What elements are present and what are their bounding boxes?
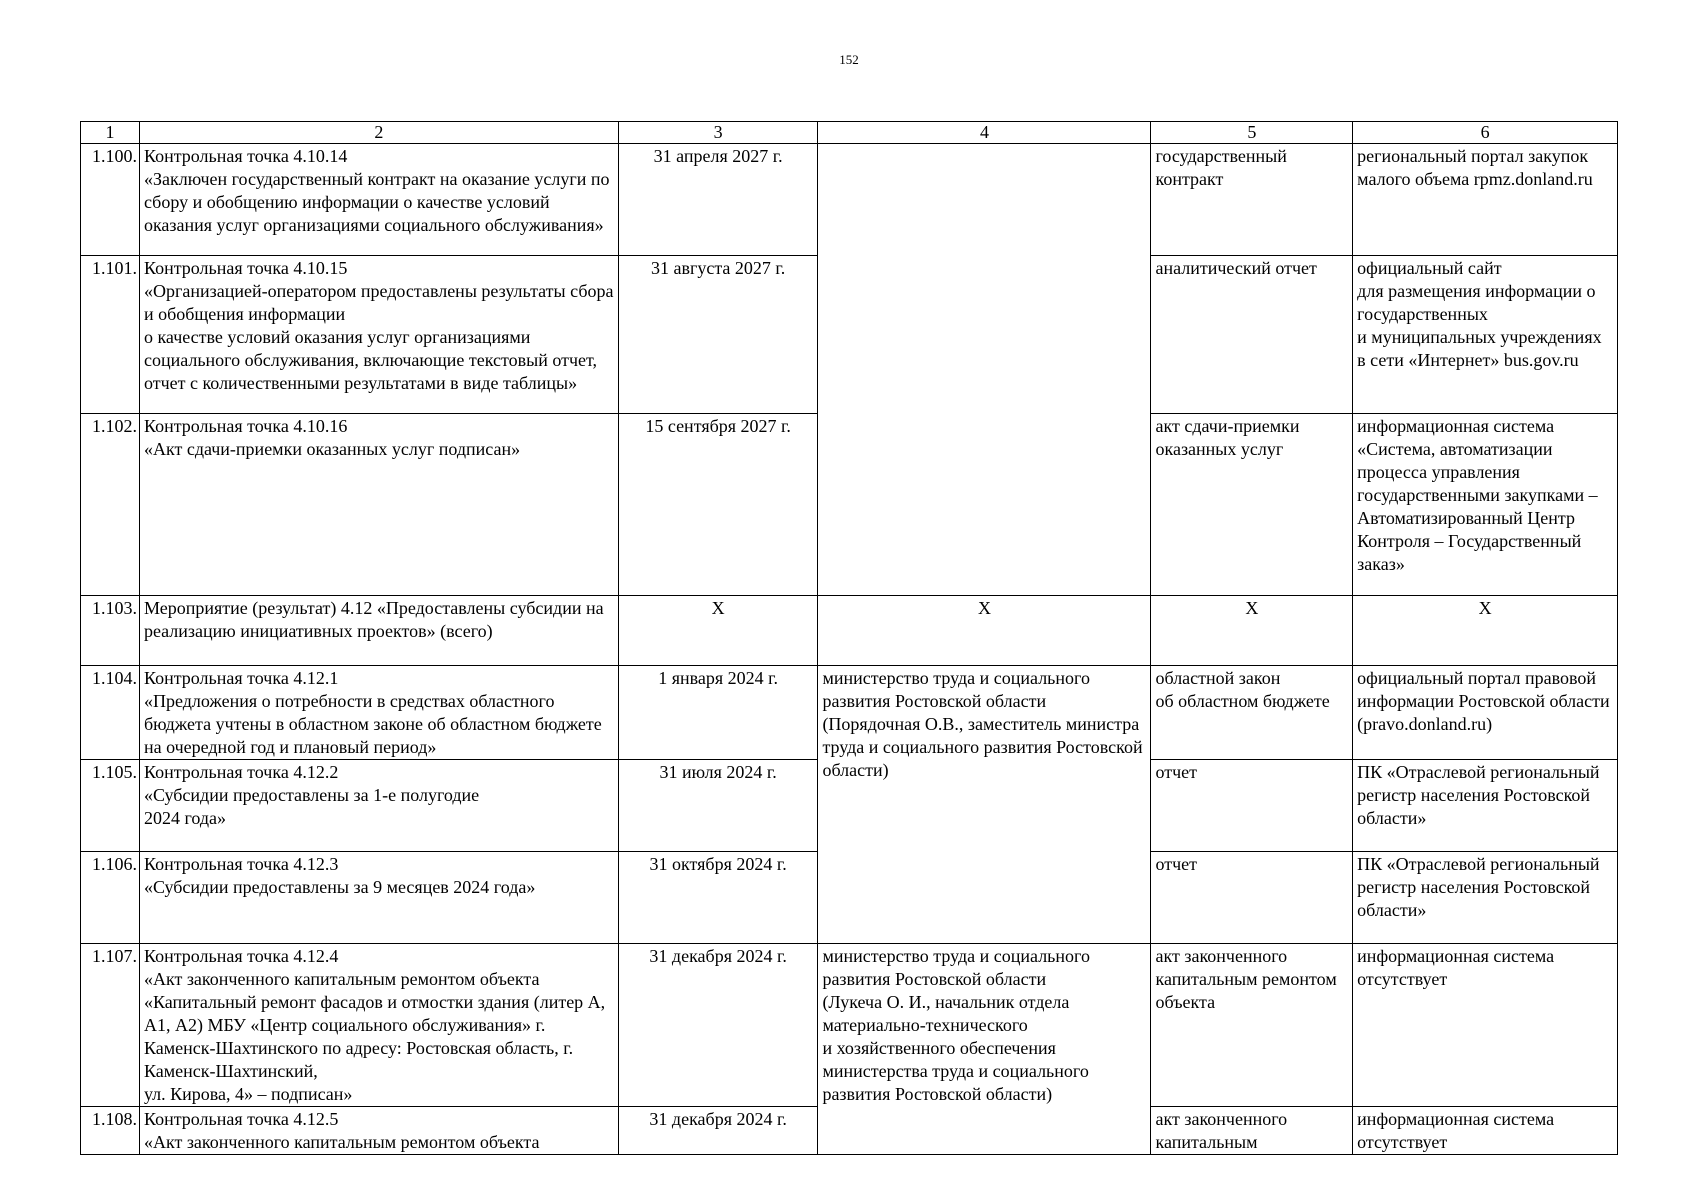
row-source: официальный сайт для размещения информации о государственных и муниципальных учреждениях в сети «Интернет» bus.gov.ru	[1353, 256, 1618, 414]
row-responsible: министерство труда и социального развития Ростовской области (Лукеча О. И., начальник отдела материально-технического и хозяйственного обеспечения министерства труда и социального развития Ростовской области)	[818, 944, 1151, 1155]
header-col-5: 5	[1151, 122, 1353, 144]
row-number: 1.102.	[81, 414, 140, 596]
row-date: 15 сентября 2027 г.	[618, 414, 818, 596]
header-col-2: 2	[139, 122, 618, 144]
table-row	[81, 666, 1618, 760]
row-date: 31 октября 2024 г.	[618, 852, 818, 944]
row-date: 31 декабря 2024 г.	[618, 944, 818, 1107]
row-source: информационная система отсутствует	[1353, 1107, 1618, 1155]
row-source: информационная система «Система, автоматизации процесса управления государственными закупками – Автоматизированный Центр Контроля – Государственный заказ»	[1353, 414, 1618, 596]
row-source: информационная система отсутствует	[1353, 944, 1618, 1107]
header-col-6: 6	[1353, 122, 1618, 144]
page-number: 152	[839, 52, 859, 67]
row-responsible: министерство труда и социального развития Ростовской области (Порядочная О.В., заместитель министра труда и социального развития Ростовской области)	[818, 666, 1151, 944]
row-document: отчет	[1151, 760, 1353, 852]
row-description: Контрольная точка 4.12.5 «Акт законченного капитальным ремонтом объекта	[139, 1107, 618, 1155]
header-col-1: 1	[81, 122, 140, 144]
row-number: 1.100.	[81, 144, 140, 256]
row-number: 1.101.	[81, 256, 140, 414]
row-responsible	[818, 144, 1151, 596]
row-number: 1.103.	[81, 596, 140, 666]
row-description: Контрольная точка 4.10.16 «Акт сдачи-приемки оказанных услуг подписан»	[139, 414, 618, 596]
row-source: X	[1353, 596, 1618, 666]
table-row	[81, 944, 1618, 1107]
row-source: ПК «Отраслевой региональный регистр населения Ростовской области»	[1353, 852, 1618, 944]
row-date: 31 августа 2027 г.	[618, 256, 818, 414]
row-number: 1.105.	[81, 760, 140, 852]
row-date: 1 января 2024 г.	[618, 666, 818, 760]
row-date: 31 апреля 2027 г.	[618, 144, 818, 256]
row-responsible: X	[818, 596, 1151, 666]
row-document: акт законченного капитальным	[1151, 1107, 1353, 1155]
row-document: аналитический отчет	[1151, 256, 1353, 414]
row-document: акт законченного капитальным ремонтом объекта	[1151, 944, 1353, 1107]
row-number: 1.106.	[81, 852, 140, 944]
row-description: Контрольная точка 4.12.1 «Предложения о потребности в средствах областного бюджета учтены в областном законе об областном бюджете на очередной год и плановый период»	[139, 666, 618, 760]
row-document: X	[1151, 596, 1353, 666]
row-number: 1.104.	[81, 666, 140, 760]
table-row	[81, 596, 1618, 666]
header-col-3: 3	[618, 122, 818, 144]
row-number: 1.107.	[81, 944, 140, 1107]
row-document: акт сдачи-приемки оказанных услуг	[1151, 414, 1353, 596]
header-col-4: 4	[818, 122, 1151, 144]
row-date: 31 декабря 2024 г.	[618, 1107, 818, 1155]
control-points-table	[80, 121, 1618, 1155]
header-row	[81, 122, 1618, 144]
row-source: ПК «Отраслевой региональный регистр населения Ростовской области»	[1353, 760, 1618, 852]
row-description: Контрольная точка 4.10.15 «Организацией-оператором предоставлены результаты сбора и обобщения информации о качестве условий оказания услуг организациями социального обслуживания, включающие текстовый отчет, отчет с количественными результатами в виде таблицы»	[139, 256, 618, 414]
row-document: областной закон об областном бюджете	[1151, 666, 1353, 760]
row-document: отчет	[1151, 852, 1353, 944]
row-date: X	[618, 596, 818, 666]
table-row	[81, 144, 1618, 256]
row-description: Контрольная точка 4.12.3 «Субсидии предоставлены за 9 месяцев 2024 года»	[139, 852, 618, 944]
row-description: Мероприятие (результат) 4.12 «Предоставлены субсидии на реализацию инициативных проектов» (всего)	[139, 596, 618, 666]
row-document: государственный контракт	[1151, 144, 1353, 256]
row-description: Контрольная точка 4.10.14 «Заключен государственный контракт на оказание услуги по сбору и обобщению информации о качестве условий оказания услуг организациями социального обслуживания»	[139, 144, 618, 256]
row-date: 31 июля 2024 г.	[618, 760, 818, 852]
row-source: региональный портал закупок малого объема rpmz.donland.ru	[1353, 144, 1618, 256]
row-source: официальный портал правовой информации Ростовской области (pravo.donland.ru)	[1353, 666, 1618, 760]
row-number: 1.108.	[81, 1107, 140, 1155]
row-description: Контрольная точка 4.12.4 «Акт законченного капитальным ремонтом объекта «Капитальный ремонт фасадов и отмостки здания (литер А, А1, А2) МБУ «Центр социального обслуживания» г. Каменск-Шахтинского по адресу: Ростовская область, г. Каменск-Шахтинский, ул. Кирова, 4» – подписан»	[139, 944, 618, 1107]
row-description: Контрольная точка 4.12.2 «Субсидии предоставлены за 1-е полугодие 2024 года»	[139, 760, 618, 852]
